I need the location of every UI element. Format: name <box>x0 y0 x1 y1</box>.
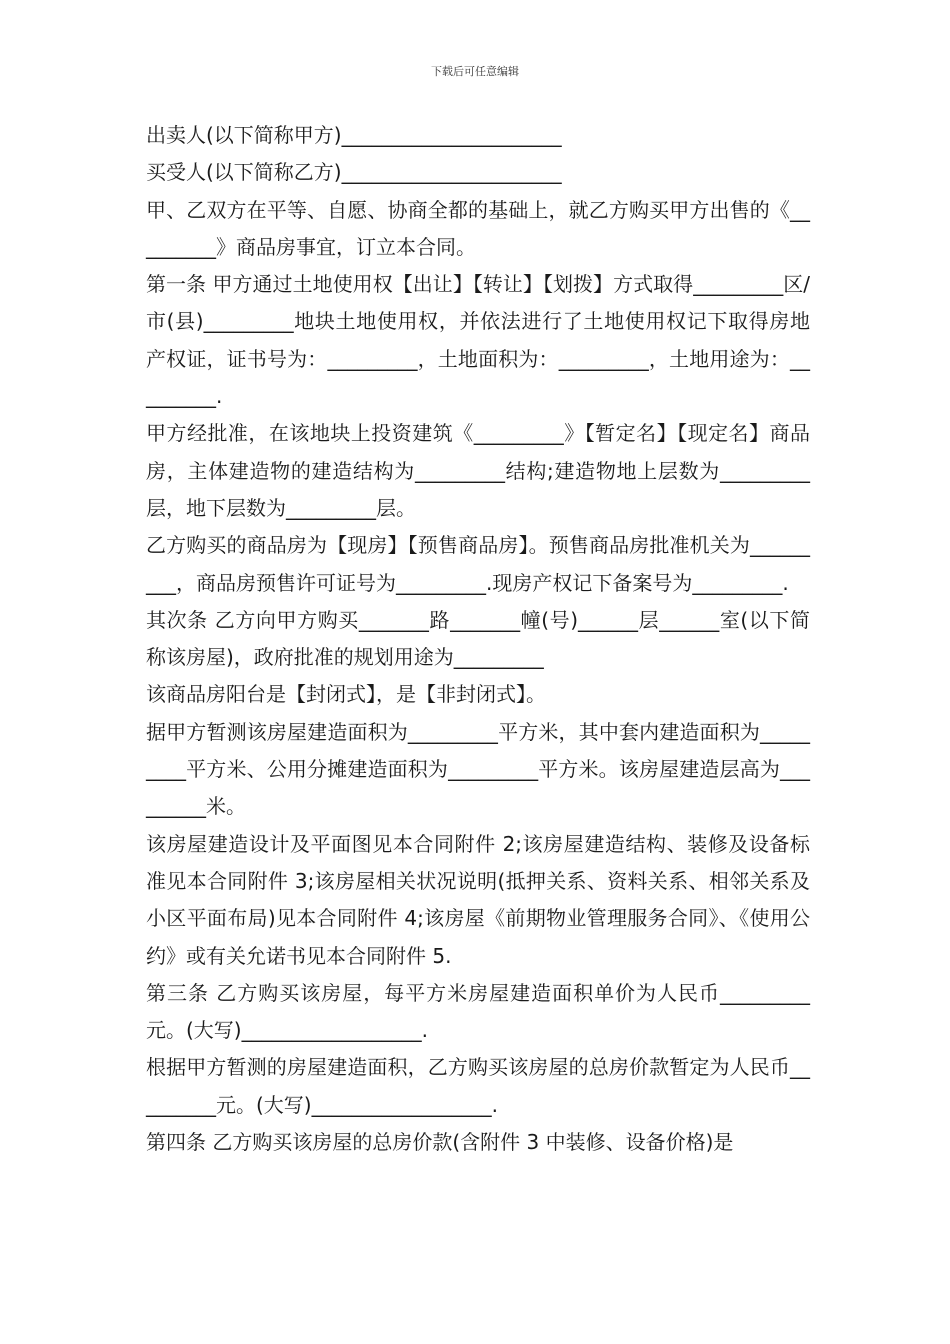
balcony-paragraph: 该商品房阳台是【封闭式】，是【非封闭式】。 <box>146 682 546 707</box>
construction-paragraph: 甲方经批准，在该地块上投资建筑《_________》【暂定名】【现定名】商品房，主体建造物的建造结构为_________结构;建造物地上层数为_________层，地下层数为_________层。 <box>146 421 810 520</box>
article-4-paragraph: 第四条 乙方购买该房屋的总房价款(含附件 3 中装修、设备价格)是 <box>146 1130 734 1155</box>
article-1-paragraph: 第一条 甲方通过土地使用权【出让】【转让】【划拨】方式取得_________区/市(县)_________地块土地使用权，并依法进行了土地使用权记下取得房地产权证，证书号为：_________，土地面积为：_________，土地用途为：_________. <box>146 272 810 409</box>
seller-line: 出卖人(以下简称甲方)______________________ <box>146 123 562 147</box>
preamble-paragraph: 甲、乙双方在平等、自愿、协商全都的基础上，就乙方购买甲方出售的《_________》商品房事宜，订立本合同。 <box>146 197 810 259</box>
house-type-paragraph: 乙方购买的商品房为【现房】【预售商品房】。预售商品房批准机关为_________，商品房预售许可证号为_________.现房产权记下备案号为_________. <box>146 533 810 595</box>
article-3-paragraph: 第三条 乙方购买该房屋，每平方米房屋建造面积单价为人民币_________元。(大写)__________________. <box>146 980 810 1043</box>
page-header-note: 下载后可任意编辑 <box>431 65 519 78</box>
area-paragraph: 据甲方暂测该房屋建造面积为_________平方米，其中套内建造面积为_________平方米、公用分摊建造面积为_________平方米。该房屋建造层高为_________米。 <box>146 719 810 819</box>
attachments-paragraph: 该房屋建造设计及平面图见本合同附件 2;该房屋建造结构、装修及设备标准见本合同附件 3;该房屋相关状况说明(抵押关系、资料关系、相邻关系及小区平面布局)见本合同附件 4;该房屋《前期物业管理服务合同》、《使用公约》或有关允诺书见本合同附件 5. <box>146 831 810 968</box>
article-2-paragraph: 其次条 乙方向甲方购买_______路_______幢(号)______层______室(以下简称该房屋)，政府批准的规划用途为_________ <box>146 607 810 670</box>
buyer-line: 买受人(以下简称乙方)______________________ <box>146 160 562 185</box>
contract-body <box>146 117 810 1161</box>
total-price-paragraph: 根据甲方暂测的房屋建造面积，乙方购买该房屋的总房价款暂定为人民币_________元。(大写)__________________. <box>146 1055 810 1117</box>
